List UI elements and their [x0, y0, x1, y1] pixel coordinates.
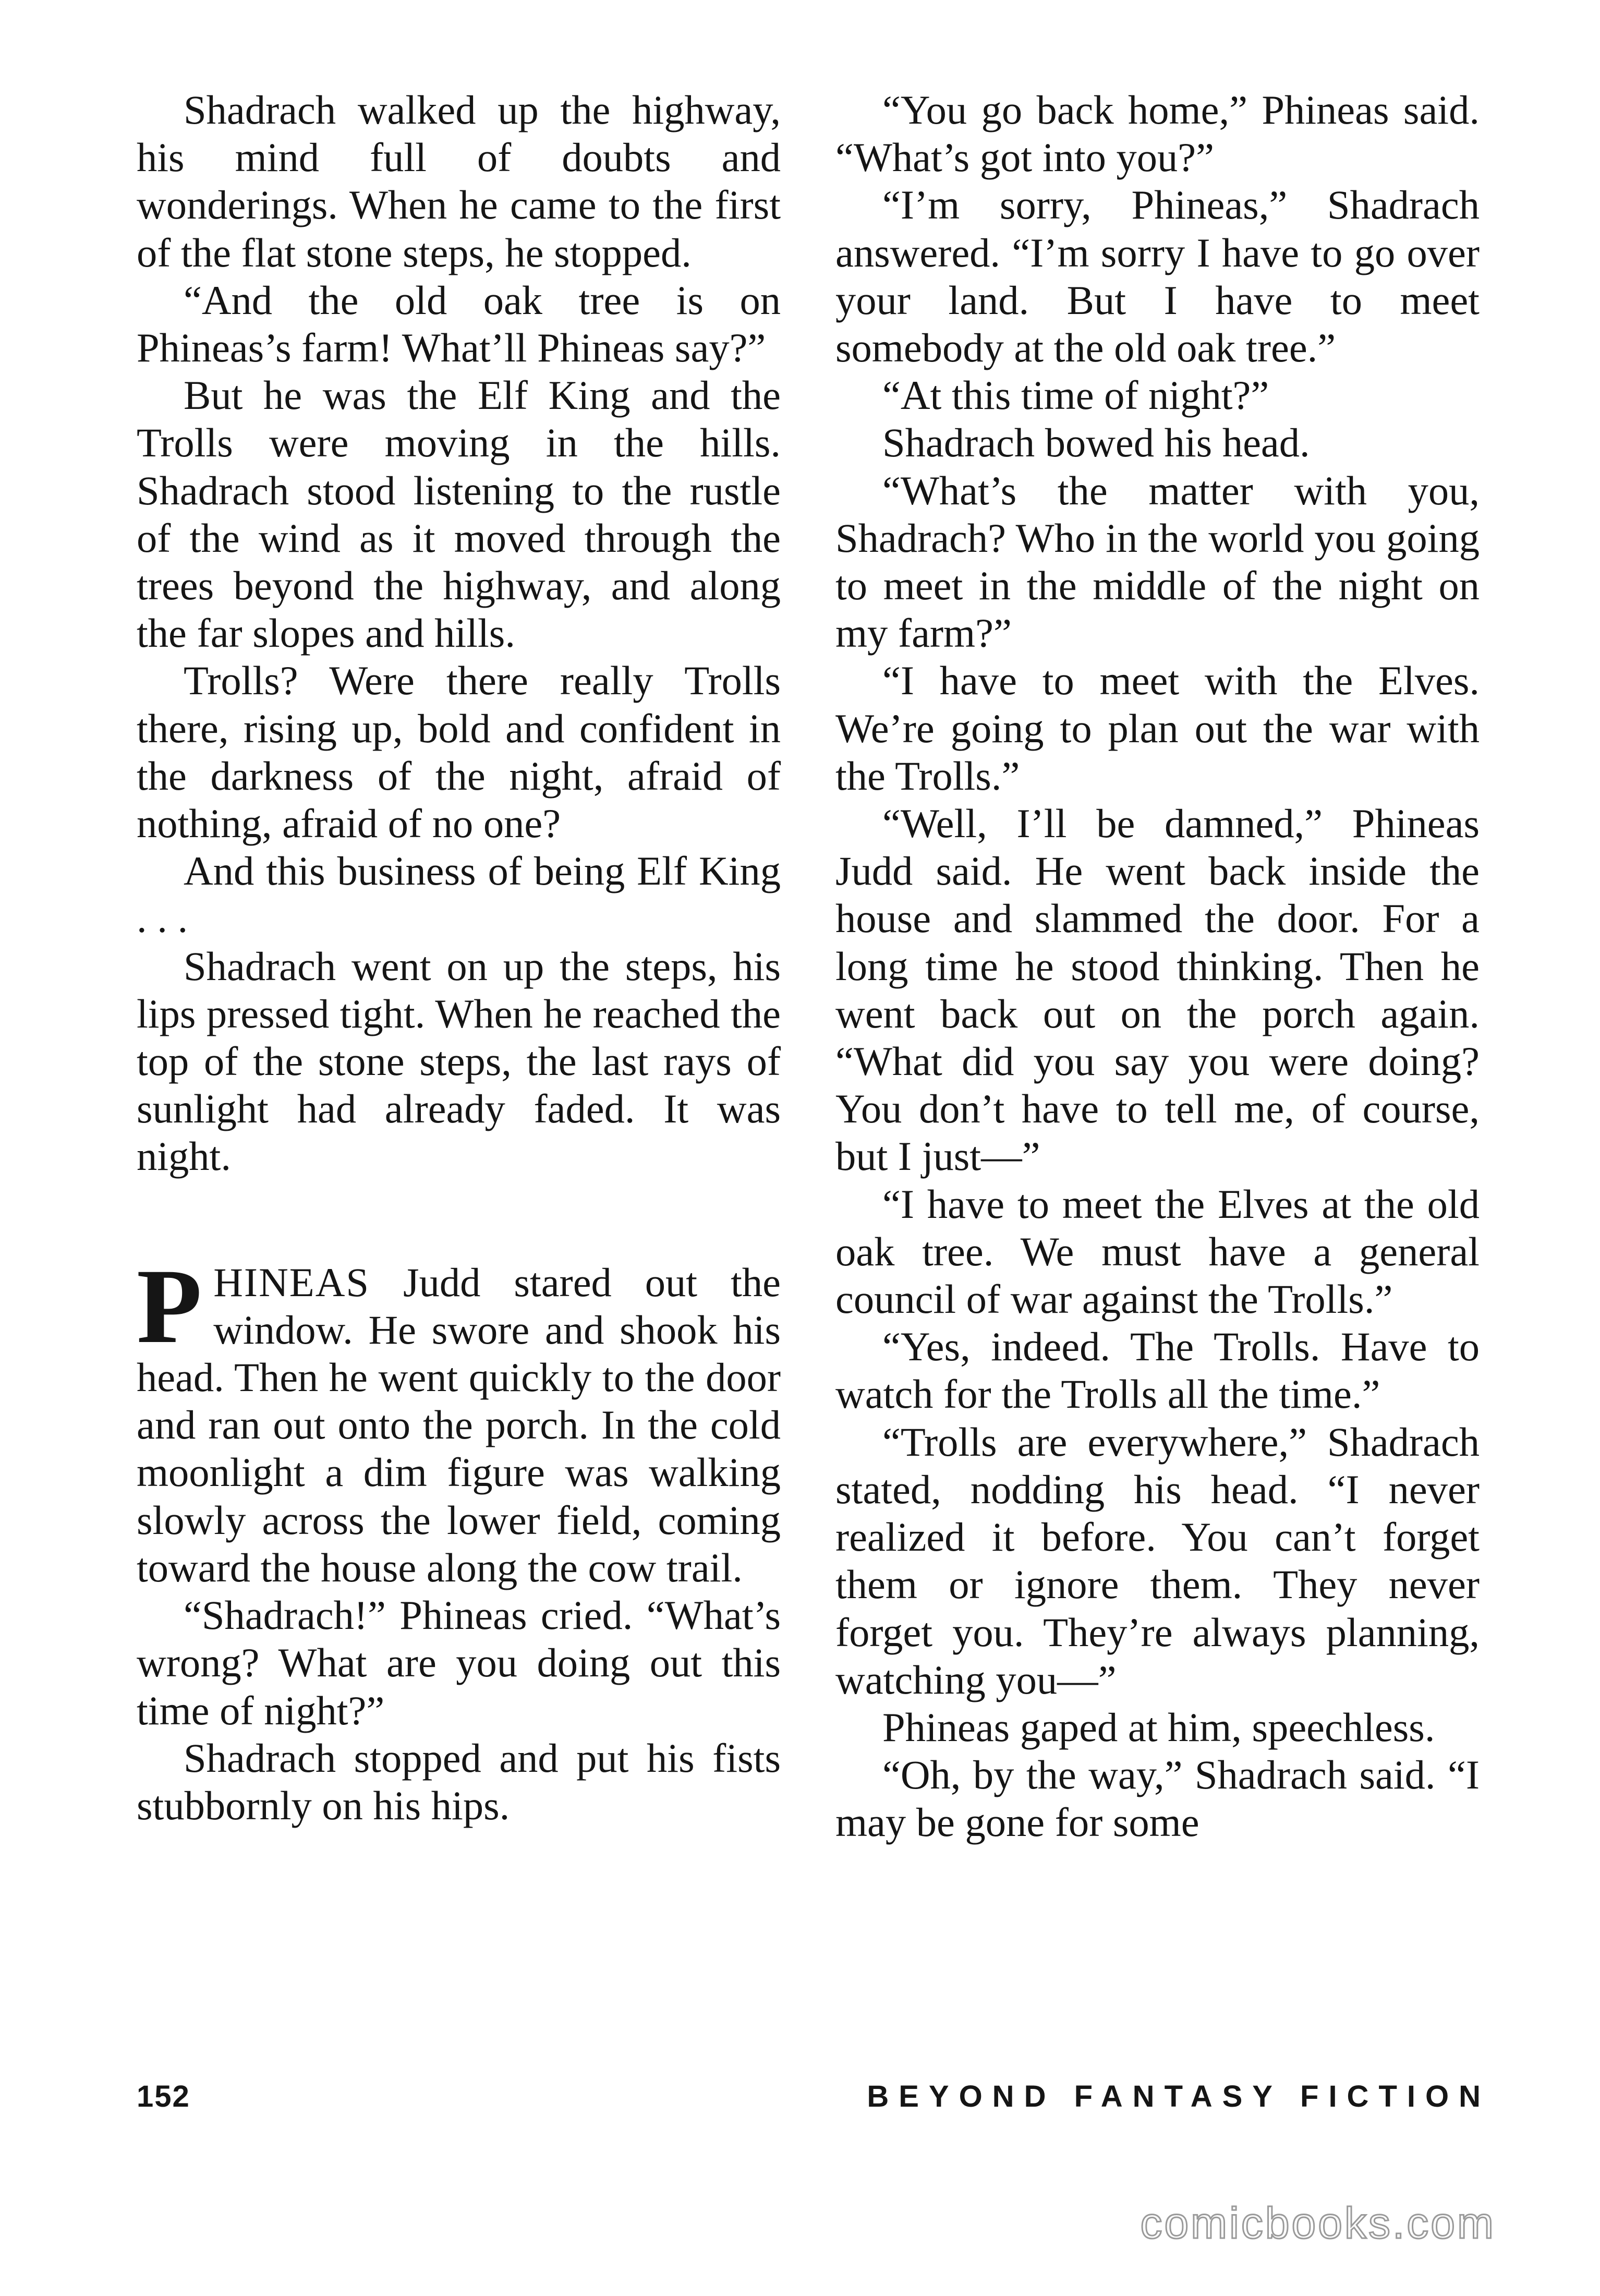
paragraph: “Shadrach!” Phineas cried. “What’s wrong? What are you doing out this time of night?” — [137, 1592, 781, 1733]
paragraph: Trolls? Were there really Trolls there, rising up, bold and confident in the darkness of the night, afraid of nothing, afraid of no one? — [137, 658, 781, 847]
paragraph: “Oh, by the way,” Shadrach said. “I may be gone for some — [835, 1752, 1480, 1845]
paragraph: But he was the Elf King and the Trolls were moving in the hills. Shadrach stood listening to the rustle of the wind as it moved through the trees beyond the highway, and along the far slopes and hills. — [137, 372, 781, 656]
paragraph: Phineas gaped at him, speechless. — [882, 1704, 1435, 1750]
paragraph: Shadrach stopped and put his fists stubbornly on his hips. — [137, 1735, 781, 1828]
paragraph: “I’m sorry, Phineas,” Shadrach answered. “I’m sorry I have to go over your land. But I have to meet somebody at the old oak tree.” — [835, 182, 1480, 371]
section-opening-paragraph — [137, 1247, 781, 1591]
drop-cap: P — [137, 1247, 202, 1365]
paragraph: “I have to meet with the Elves. We’re going to plan out the war with the Trolls.” — [835, 658, 1480, 799]
paragraph: “Yes, indeed. The Trolls. Have to watch for the Trolls all the time.” — [835, 1324, 1480, 1417]
right-text-column — [835, 86, 1480, 1846]
paragraph: Shadrach bowed his head. — [882, 420, 1310, 466]
paragraph: “Well, I’ll be damned,” Phineas Judd said. He went back inside the house and slammed the door. For a long time he stood thinking. Then he went back out on the porch again. “What did you say you were doing? You don’t have to tell me, of course, but I just—” — [835, 801, 1480, 1179]
paragraph: “I have to meet the Elves at the old oak tree. We must have a general council of war against the Trolls.” — [835, 1181, 1480, 1322]
paragraph: Shadrach walked up the highway, his mind full of doubts and wonderings. When he came to the first of the flat stone steps, he stopped. — [137, 87, 781, 275]
paragraph: And this business of being Elf King . . . — [137, 848, 781, 941]
running-head: BEYOND FANTASY FICTION — [867, 2080, 1490, 2113]
paragraph-text: Judd stared out the window. He swore and shook his head. Then he went quickly to the door and ran out onto the porch. In the cold moonlight a dim figure was walking slowly across the lower field, coming toward the house along the cow trail. — [137, 1259, 781, 1590]
paragraph: “What’s the matter with you, Shadrach? Who in the world you going to meet in the middle of the night on my farm?” — [835, 467, 1480, 656]
paragraph: “Trolls are everywhere,” Shadrach stated, nodding his head. “I never realized it before. You can’t forget them or ignore them. They never forget you. They’re always planning, watching you—” — [835, 1419, 1480, 1702]
paragraph: “At this time of night?” — [882, 372, 1269, 418]
left-text-column — [137, 86, 781, 1829]
page-number: 152 — [137, 2080, 190, 2113]
small-caps-lead: HINEAS — [213, 1259, 370, 1305]
paragraph: Shadrach went on up the steps, his lips pressed tight. When he reached the top of the stone steps, the last rays of sunlight had already faded. It was night. — [137, 943, 781, 1179]
section-break — [137, 1180, 781, 1259]
paragraph: “And the old oak tree is on Phineas’s farm! What’ll Phineas say?” — [137, 277, 781, 371]
paragraph: “You go back home,” Phineas said. “What’s got into you?” — [835, 87, 1480, 180]
watermark: comicbooks.com — [1140, 2198, 1496, 2247]
